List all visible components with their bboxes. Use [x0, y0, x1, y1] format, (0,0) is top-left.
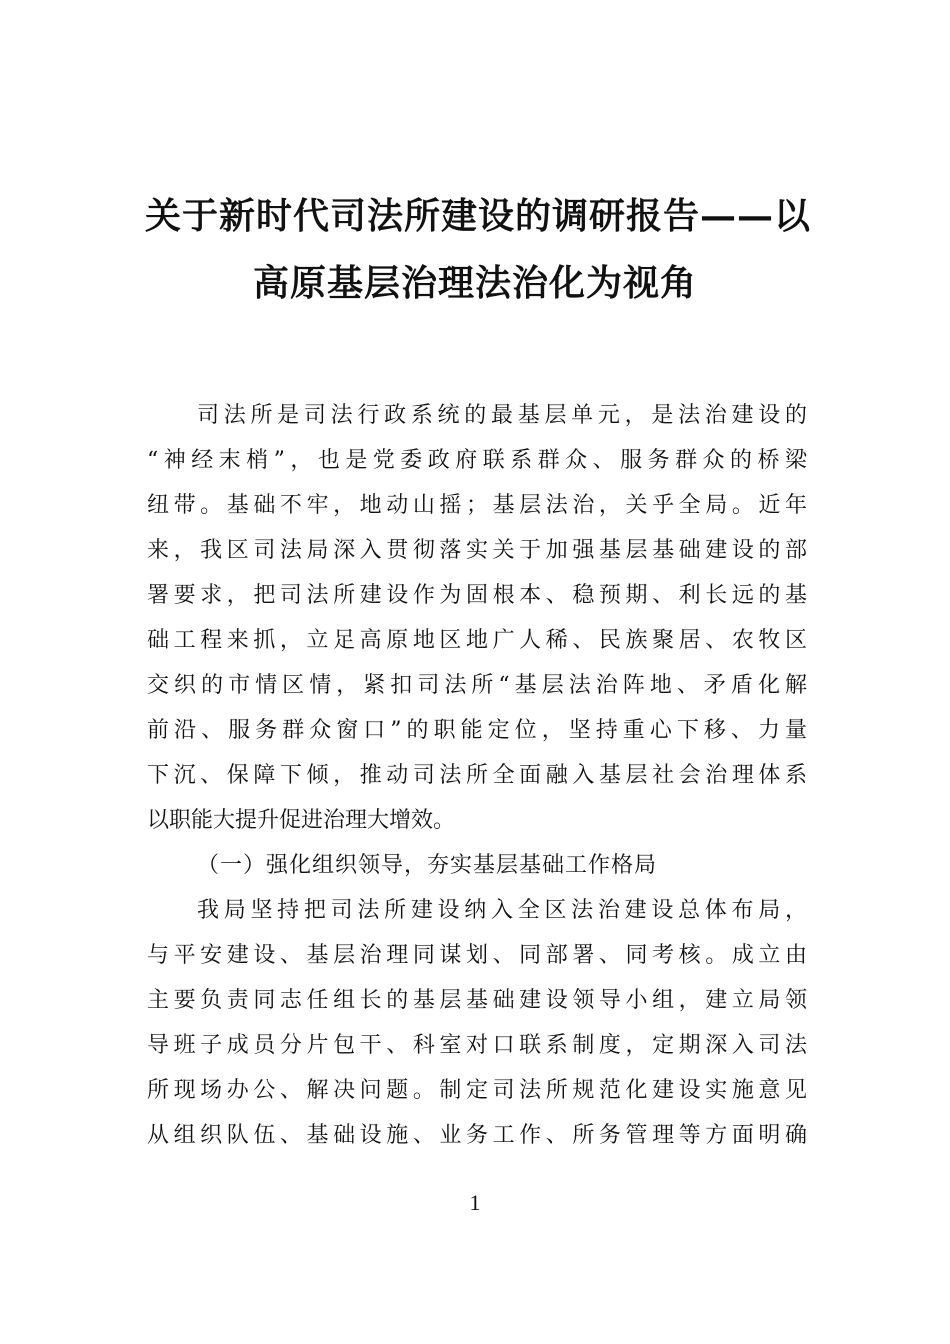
paragraph-1-line: 前沿、服务群众窗口”的职能定位，坚持重心下移、力量 [147, 718, 807, 743]
section-1-heading: （一）强化组织领导，夯实基层基础工作格局 [197, 853, 658, 878]
paragraph-2-line: 与平安建设、基层治理同谋划、同部署、同考核。成立由 [147, 943, 807, 968]
paragraph-1-line: 纽带。基础不牢，地动山摇；基层法治，关乎全局。近年 [147, 493, 807, 518]
paragraph-2-line: 所现场办公、解决问题。制定司法所规范化建设实施意见 [147, 1078, 807, 1103]
paragraph-1-line: 以职能大提升促进治理大增效。 [147, 808, 456, 833]
paragraph-2-line: 导班子成员分片包干、科室对口联系制度，定期深入司法 [147, 1033, 807, 1058]
paragraph-1-line: 署要求，把司法所建设作为固根本、稳预期、利长远的基 [147, 583, 807, 608]
paragraph-1-line: 司法所是司法行政系统的最基层单元，是法治建设的 [197, 403, 807, 428]
paragraph-2-line: 从组织队伍、基础设施、业务工作、所务管理等方面明确 [147, 1123, 807, 1148]
paragraph-2-line: 我局坚持把司法所建设纳入全区法治建设总体布局， [197, 898, 807, 923]
document-title-line-1: 关于新时代司法所建设的调研报告——以 [145, 195, 812, 237]
paragraph-1-line: “神经末梢”，也是党委政府联系群众、服务群众的桥梁 [147, 448, 807, 473]
paragraph-1-line: 交织的市情区情，紧扣司法所“基层法治阵地、矛盾化解 [147, 673, 807, 698]
paragraph-1-line: 础工程来抓，立足高原地区地广人稀、民族聚居、农牧区 [147, 628, 807, 653]
page-number: 1 [469, 1190, 481, 1215]
paragraph-1-line: 来，我区司法局深入贯彻落实关于加强基层基础建设的部 [147, 538, 807, 563]
paragraph-2-line: 主要负责同志任组长的基层基础建设领导小组，建立局领 [147, 988, 807, 1013]
paragraph-1-line: 下沉、保障下倾，推动司法所全面融入基层社会治理体系 [147, 763, 807, 788]
document-title-line-2: 高原基层治理法治化为视角 [252, 262, 697, 304]
